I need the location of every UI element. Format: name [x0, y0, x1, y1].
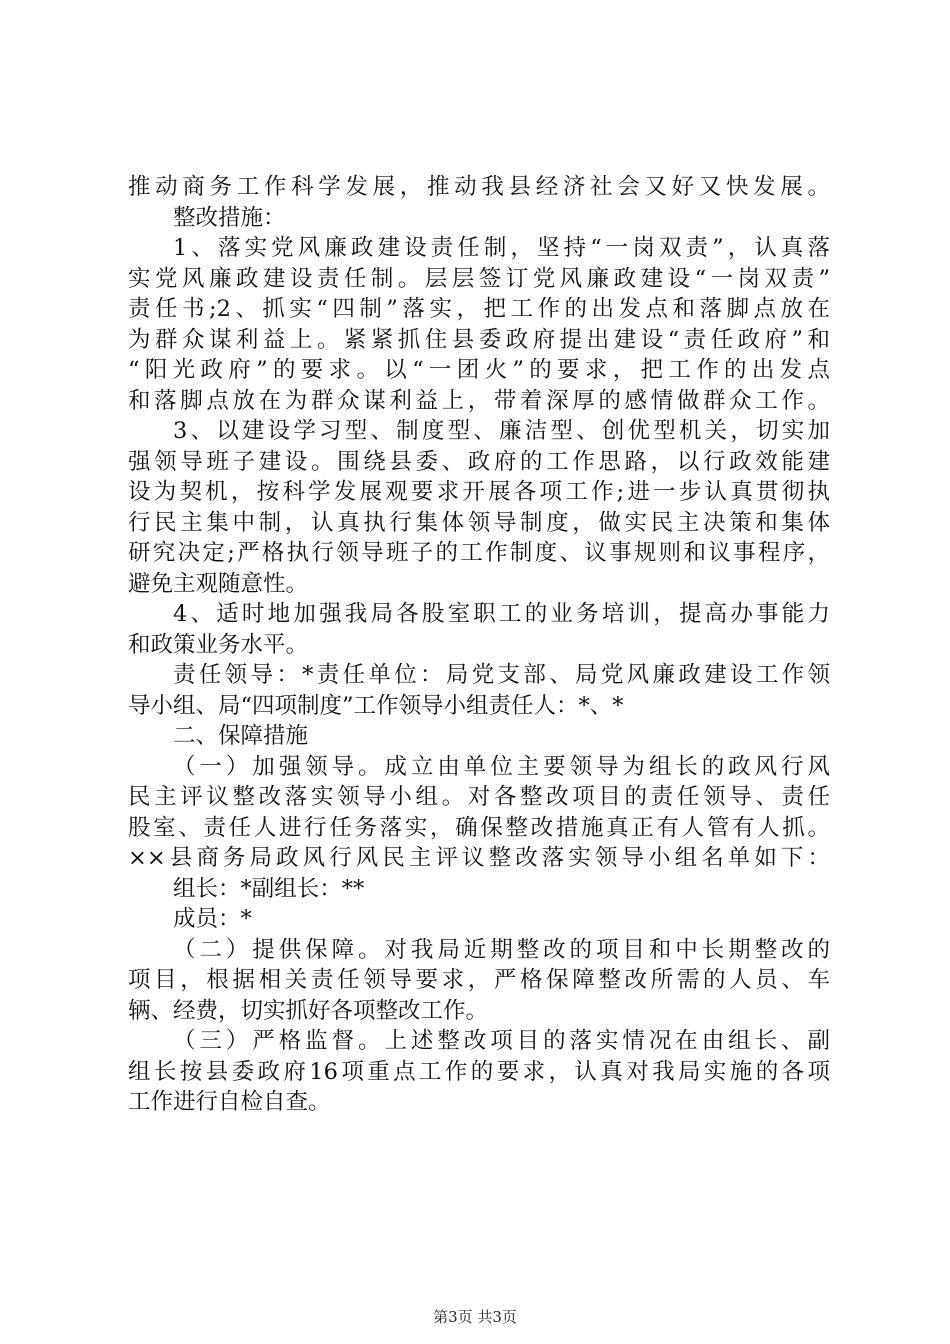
paragraph-line: 行民主集中制，认真执行集体领导制度，做实民主决策和集体 [128, 509, 830, 536]
paragraph-line: （二）提供保障。对我局近期整改的项目和中长期整改的 [173, 936, 830, 963]
paragraph-line: 工作进行自检自查。 [128, 1089, 331, 1115]
paragraph-line: 股室、责任人进行任务落实，确保整改措施真正有人管有人抓。 [128, 814, 830, 841]
paragraph-line: 研究决定;严格执行领导班子的工作制度、议事规则和议事程序， [128, 540, 830, 566]
paragraph-line: 为群众谋利益上。紧紧抓住县委政府提出建设“责任政府”和 [128, 326, 830, 353]
paragraph-line: 组长：*副组长：** [173, 875, 365, 902]
document-body [128, 172, 830, 1118]
paragraph-line: 责任领导：*责任单位：局党支部、局党风廉政建设工作领 [173, 662, 830, 688]
paragraph-line: 项目，根据相关责任领导要求，严格保障整改所需的人员、车 [128, 967, 830, 993]
page-number-label: 第3页 共3页 [433, 1308, 517, 1326]
paragraph-line: 避免主观随意性。 [128, 570, 309, 597]
section-heading-rectification: 整改措施： [173, 204, 286, 231]
paragraph-line: “阳光政府”的要求。以“一团火”的要求，把工作的出发点 [128, 357, 830, 383]
paragraph-line: 设为契机，按科学发展观要求开展各项工作;进一步认真贯彻执 [128, 479, 830, 505]
paragraph-line: 强领导班子建设。围绕县委、政府的工作思路，以行政效能建 [128, 448, 830, 475]
paragraph-line: 实党风廉政建设责任制。层层签订党风廉政建设“一岗双责” [128, 265, 830, 292]
section-heading-safeguards: 二、保障措施 [173, 723, 309, 749]
paragraph-line: 推动商务工作科学发展，推动我县经济社会又好又快发展。 [128, 174, 830, 200]
paragraph-line: 组长按县委政府16项重点工作的要求，认真对我局实施的各项 [128, 1058, 830, 1085]
paragraph-line: 成员：* [173, 906, 252, 932]
paragraph-line: 责任书;2、抓实“四制”落实，把工作的出发点和落脚点放在 [128, 296, 830, 322]
paragraph-line: 4、适时地加强我局各股室职工的业务培训，提高办事能力 [173, 601, 830, 627]
paragraph-line: ××县商务局政风行风民主评议整改落实领导小组名单如下： [128, 845, 830, 871]
paragraph-line: 3、以建设学习型、制度型、廉洁型、创优型机关，切实加 [173, 418, 830, 444]
paragraph-line: （三）严格监督。上述整改项目的落实情况在由组长、副 [173, 1028, 830, 1054]
paragraph-line: 1、落实党风廉政建设责任制，坚持“一岗双责”，认真落 [173, 235, 830, 261]
paragraph-line: 导小组、局“四项制度”工作领导小组责任人：*、* [128, 692, 624, 719]
paragraph-line: 和落脚点放在为群众谋利益上，带着深厚的感情做群众工作。 [128, 387, 830, 414]
paragraph-line: 民主评议整改落实领导小组。对各整改项目的责任领导、责任 [128, 784, 830, 810]
page-footer [0, 1307, 950, 1327]
paragraph-line: （一）加强领导。成立由单位主要领导为组长的政风行风 [173, 753, 830, 780]
paragraph-line: 和政策业务水平。 [128, 631, 309, 658]
paragraph-line: 辆、经费，切实抓好各项整改工作。 [128, 997, 489, 1024]
